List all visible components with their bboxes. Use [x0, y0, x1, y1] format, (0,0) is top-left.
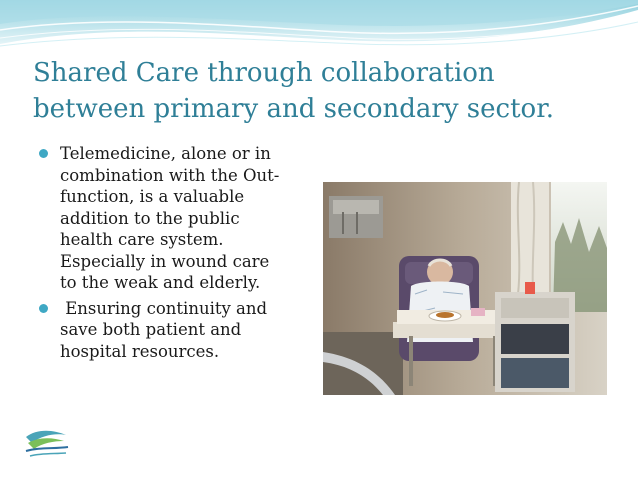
bullet-list [38, 143, 323, 366]
bullet-item-telemedicine [38, 143, 323, 294]
bullet-line: hospital resources. [60, 341, 220, 361]
slide-title [33, 55, 623, 127]
bullet-line: Ensuring continuity and [60, 298, 268, 318]
patient-photo [323, 182, 607, 395]
bullet-line: Especially in wound care [60, 251, 270, 271]
header-wave-decoration [0, 0, 638, 60]
bullet-line: Telemedicine, alone or in [60, 144, 271, 163]
leaf-wave-logo-icon [22, 427, 70, 459]
bullet-line: to the weak and elderly. [60, 273, 261, 292]
title-line-1: Shared Care through collaboration [33, 58, 495, 88]
bullet-line: health care system. [60, 230, 224, 249]
bullet-line: addition to the public [60, 208, 240, 228]
bullet-dot-icon [39, 149, 48, 158]
bullet-dot-icon [39, 304, 48, 313]
bullet-line: combination with the Out- [60, 165, 280, 185]
title-line-2: between primary and secondary sector. [33, 94, 555, 124]
bullet-line: function, is a valuable [60, 187, 245, 206]
bullet-item-continuity [38, 298, 323, 363]
bullet-line: save both patient and [60, 320, 242, 339]
